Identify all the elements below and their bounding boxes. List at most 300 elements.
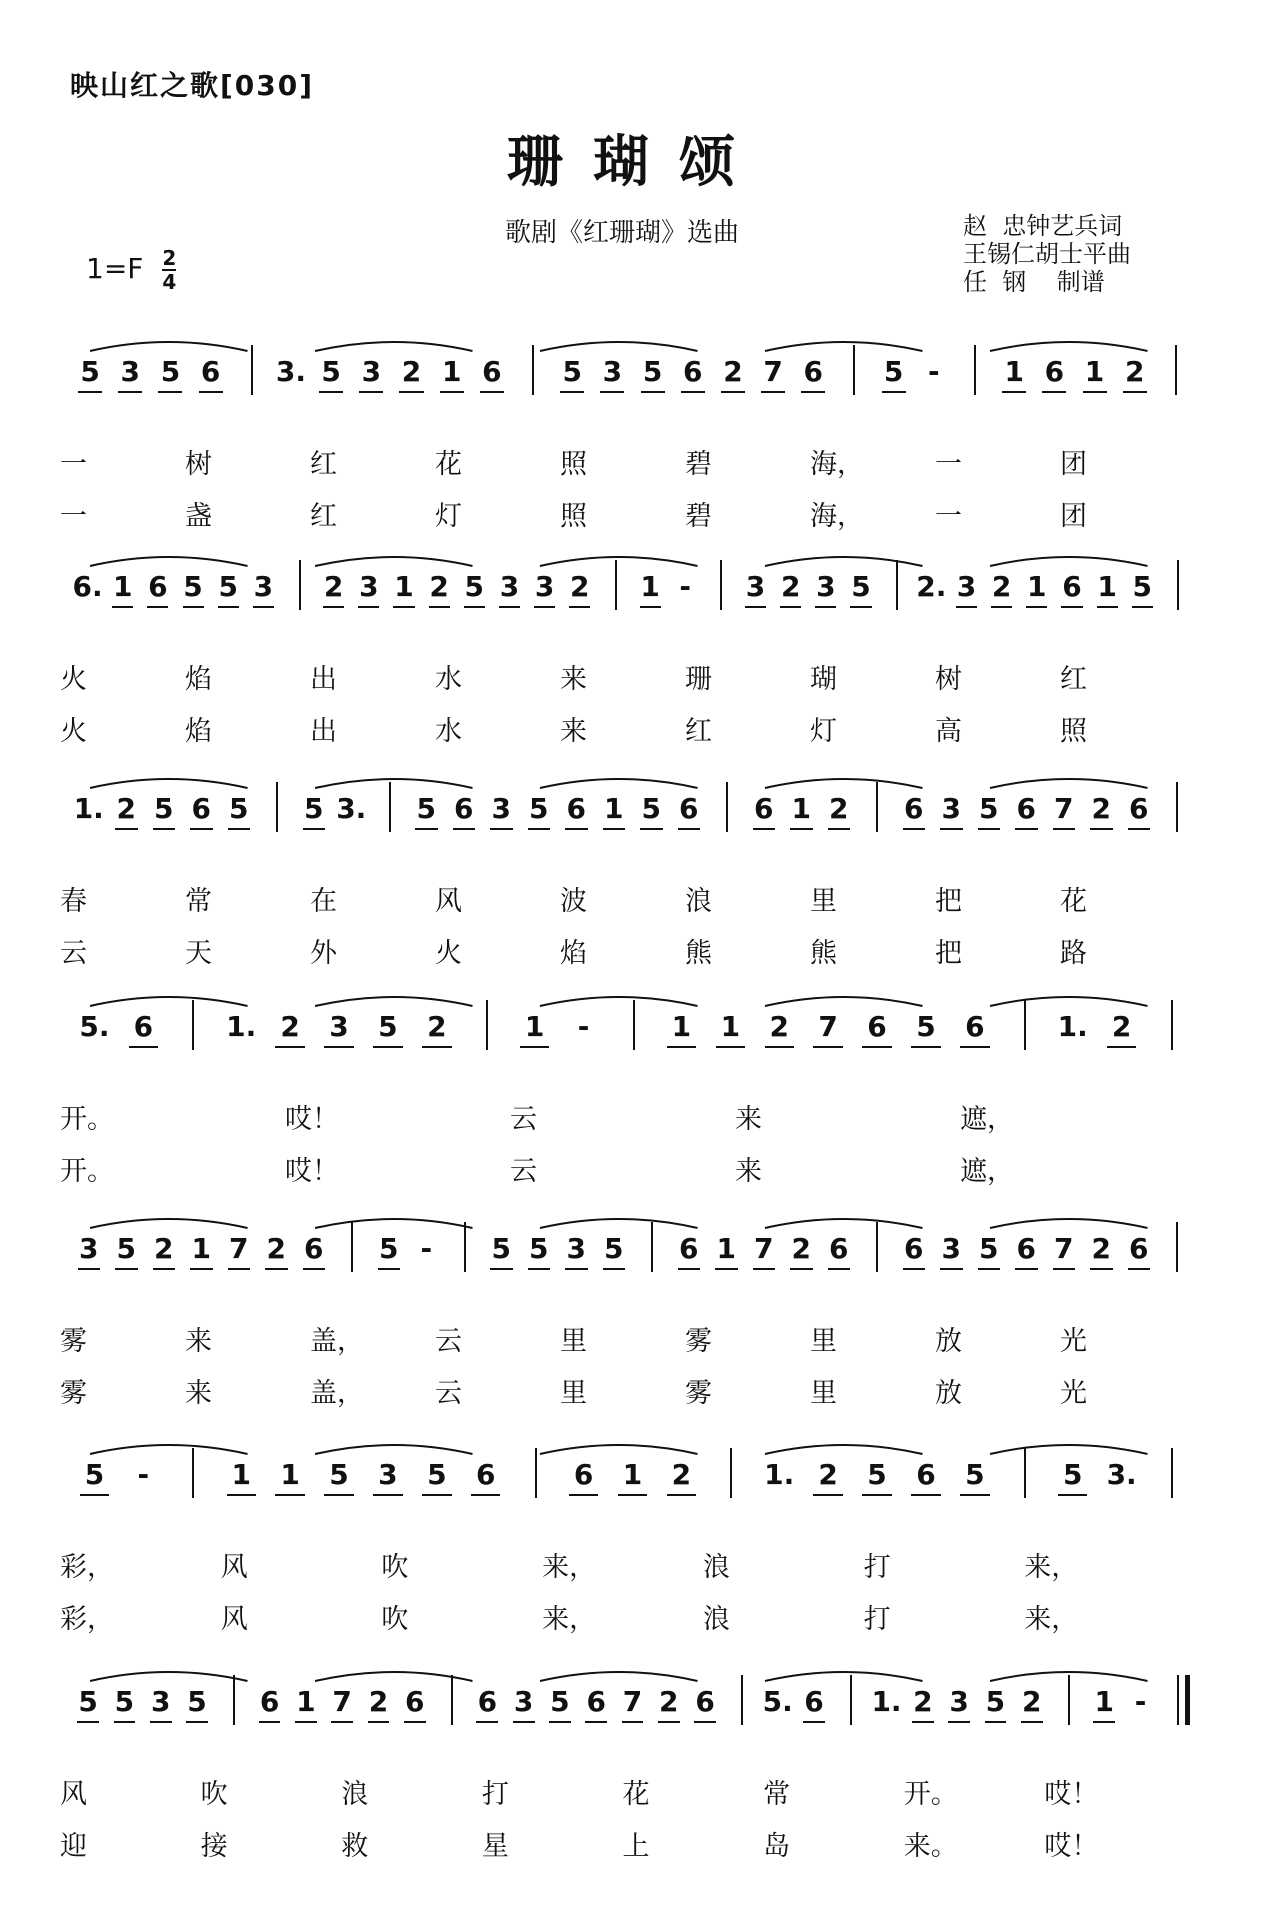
lyric-word: 常: [763, 1779, 791, 1810]
lyric-word: 放: [935, 1326, 962, 1357]
note: 6: [1044, 355, 1065, 388]
note-underline: [956, 606, 977, 608]
note: 6: [1129, 792, 1149, 825]
note-underline: [765, 1046, 794, 1048]
note: 6: [754, 792, 774, 825]
slur: [90, 557, 248, 566]
note-underline: [422, 1494, 451, 1496]
note: 1: [1084, 355, 1105, 388]
note: 1: [231, 1458, 251, 1491]
lyric-word: 打: [863, 1604, 891, 1635]
note: 2: [280, 1010, 300, 1043]
time-bottom: 4: [162, 270, 177, 294]
note: 6: [454, 792, 474, 825]
lyric-word: 盏: [185, 501, 212, 532]
note-underline: [490, 828, 513, 830]
note: 1: [640, 570, 660, 603]
note: 6: [566, 792, 586, 825]
note-underline: [1021, 1721, 1043, 1723]
note: 3: [513, 1685, 534, 1718]
slur: [540, 997, 698, 1006]
lyric-word: 浪: [702, 1552, 730, 1583]
lyric-word: 焰: [560, 938, 587, 969]
note-underline: [480, 391, 504, 393]
lyric-word: 哎！: [1044, 1831, 1099, 1862]
note: 6: [904, 1232, 924, 1265]
lyric-word: 一: [60, 449, 87, 480]
note: -: [928, 355, 940, 388]
lyrics-verse-1: [0, 1772, 1272, 1812]
lyric-word: 接: [200, 1831, 228, 1862]
note: 1: [716, 1232, 736, 1265]
note-underline: [153, 1268, 176, 1270]
lyric-word: 红: [310, 449, 337, 480]
note: 5: [867, 1458, 887, 1491]
note: 7: [754, 1232, 774, 1265]
note-underline: [429, 606, 450, 608]
lyric-word: 迎: [60, 1831, 87, 1862]
note-underline: [186, 1721, 208, 1723]
note: 3: [941, 792, 961, 825]
note-underline: [641, 391, 665, 393]
lyric-word: 哎！: [1044, 1779, 1099, 1810]
lyric-word: 放: [935, 1378, 962, 1409]
lyric-word: 风: [220, 1604, 248, 1635]
lyric-word: 彩，: [60, 1552, 114, 1583]
note-underline: [803, 1721, 825, 1723]
note: 6: [1016, 792, 1036, 825]
lyric-word: 风: [220, 1552, 248, 1583]
lyric-word: 珊: [685, 664, 712, 695]
note: 5: [160, 355, 181, 388]
note: 3: [361, 355, 382, 388]
note-underline: [528, 1268, 551, 1270]
note-underline: [153, 828, 176, 830]
note-underline: [862, 1046, 891, 1048]
note-underline: [368, 1721, 390, 1723]
note-underline: [1090, 828, 1113, 830]
key-label: 1=F: [86, 252, 144, 285]
note: 1: [1097, 570, 1117, 603]
note: 2: [116, 792, 136, 825]
lyric-word: 树: [185, 449, 212, 480]
note-underline: [1053, 1268, 1076, 1270]
note: 7: [1054, 1232, 1074, 1265]
lyrics-verse-1: [0, 1097, 1272, 1137]
lyric-word: 浪: [341, 1779, 369, 1810]
note: 1: [296, 1685, 316, 1718]
lyric-word: 风: [60, 1779, 87, 1810]
note: 5: [116, 1232, 136, 1265]
lyric-word: 光: [1060, 1378, 1087, 1409]
lyric-word: 遮，: [960, 1156, 1014, 1187]
slur: [315, 997, 473, 1006]
note: 5: [187, 1685, 207, 1718]
note: 5.: [79, 1010, 110, 1043]
lyric-word: 火: [60, 716, 87, 747]
lyrics-verse-1: [0, 1545, 1272, 1585]
lyric-word: 盖，: [310, 1326, 364, 1357]
note-underline: [373, 1046, 402, 1048]
note: 5: [529, 792, 549, 825]
note-underline: [228, 1268, 251, 1270]
lyrics-verse-2: [0, 494, 1272, 534]
lyric-word: 来，: [542, 1552, 597, 1583]
note-underline: [115, 828, 138, 830]
note: 6: [477, 1685, 498, 1718]
note: 5: [84, 1458, 105, 1491]
note-underline: [77, 1721, 99, 1723]
lyric-word: 开。: [903, 1779, 958, 1810]
note: 6: [1016, 1232, 1036, 1265]
note: 1: [441, 355, 462, 388]
note-underline: [476, 1721, 498, 1723]
note-underline: [978, 1268, 1001, 1270]
lyric-word: 来: [560, 716, 587, 747]
note-underline: [1083, 391, 1107, 393]
lyric-word: 来，: [1024, 1604, 1079, 1635]
note-underline: [716, 1046, 745, 1048]
lyric-word: 焰: [185, 716, 212, 747]
note: -: [577, 1010, 590, 1043]
note: 2: [368, 1685, 389, 1718]
lyric-word: 哎！: [285, 1104, 339, 1135]
note: 6: [679, 1232, 699, 1265]
note: 3: [534, 570, 555, 603]
note-underline: [190, 828, 213, 830]
slur: [90, 997, 248, 1006]
note-underline: [158, 391, 182, 393]
slur: [765, 557, 923, 566]
note: 2: [266, 1232, 286, 1265]
lyric-word: 开。: [60, 1104, 114, 1135]
lyric-word: 熊: [685, 938, 712, 969]
note: 2: [659, 1685, 679, 1718]
note-underline: [319, 391, 343, 393]
note: 3: [120, 355, 140, 388]
note: 1: [671, 1010, 692, 1043]
note-underline: [658, 1721, 680, 1723]
lyrics-verse-2: [0, 1149, 1272, 1189]
lyrics-verse-1: [0, 879, 1272, 919]
lyric-word: 吹: [381, 1552, 409, 1583]
lyric-word: 高: [935, 716, 962, 747]
note-underline: [323, 606, 344, 608]
lyric-word: 来: [735, 1156, 762, 1187]
slur-marks: [0, 1667, 1272, 1687]
note-underline: [331, 1721, 353, 1723]
note: 3: [949, 1685, 969, 1718]
note: 2: [429, 570, 449, 603]
slur: [990, 1219, 1148, 1228]
note-underline: [150, 1721, 172, 1723]
lyric-word: 里: [810, 886, 837, 917]
note-underline: [253, 606, 274, 608]
note-underline: [147, 606, 168, 608]
note-underline: [1053, 828, 1076, 830]
note-underline: [790, 828, 813, 830]
slur: [765, 1219, 923, 1228]
note-underline: [373, 1494, 402, 1496]
slur-marks: [0, 992, 1272, 1012]
lyrics-verse-1: [0, 657, 1272, 697]
note-underline: [681, 391, 705, 393]
slur: [90, 342, 248, 351]
note-underline: [1061, 606, 1082, 608]
lyric-word: 里: [810, 1326, 837, 1357]
note: 2: [769, 1010, 789, 1043]
lyric-word: 水: [435, 716, 462, 747]
lyric-word: 花: [622, 1779, 650, 1810]
note: 2: [427, 1010, 447, 1043]
note: 5: [550, 1685, 570, 1718]
note-underline: [549, 1721, 571, 1723]
note: 2: [913, 1685, 933, 1718]
note: 2: [818, 1458, 838, 1491]
note-underline: [303, 828, 326, 830]
slur: [990, 1672, 1148, 1681]
note: 5: [427, 1458, 447, 1491]
slur: [765, 1672, 923, 1681]
slur: [765, 997, 923, 1006]
slur: [765, 342, 923, 351]
note-underline: [265, 1268, 288, 1270]
note: 5: [883, 355, 904, 388]
note: 3: [491, 792, 511, 825]
lyric-word: 瑚: [810, 664, 837, 695]
note: 5: [321, 355, 341, 388]
note-underline: [464, 606, 485, 608]
slur: [90, 1672, 248, 1681]
note: 6: [148, 570, 168, 603]
slur: [90, 779, 248, 788]
note-underline: [678, 1268, 701, 1270]
lyric-word: 焰: [185, 664, 212, 695]
note: 6: [803, 355, 824, 388]
note-underline: [622, 1721, 644, 1723]
lyric-word: 云: [60, 938, 87, 969]
note-underline: [358, 606, 379, 608]
note: 2.: [916, 570, 947, 603]
lyric-word: 云: [510, 1104, 537, 1135]
note-underline: [940, 828, 963, 830]
slur: [315, 1672, 473, 1681]
lyric-word: 红: [310, 501, 337, 532]
note: 6: [200, 355, 221, 388]
note-underline: [761, 391, 785, 393]
note: 1: [280, 1458, 300, 1491]
note-underline: [903, 828, 926, 830]
note: 1: [1094, 1685, 1114, 1718]
lyric-word: 把: [935, 886, 962, 917]
lyric-word: 灯: [810, 716, 837, 747]
note-underline: [275, 1046, 304, 1048]
lyric-word: 遮，: [960, 1104, 1014, 1135]
note: 5: [229, 792, 249, 825]
lyric-word: 哎！: [285, 1156, 339, 1187]
note-underline: [678, 828, 701, 830]
note: 6: [679, 792, 699, 825]
note-underline: [569, 1494, 598, 1496]
note-underline: [911, 1046, 940, 1048]
lyric-word: 来: [185, 1326, 212, 1357]
note: 2: [1091, 1232, 1111, 1265]
note-underline: [303, 1268, 326, 1270]
note-underline: [850, 606, 871, 608]
note: 6: [573, 1458, 594, 1491]
key-signature: [86, 248, 176, 292]
lyric-word: 水: [435, 664, 462, 695]
note-underline: [183, 606, 204, 608]
lyric-word: 雾: [685, 1378, 712, 1409]
note-underline: [1002, 391, 1026, 393]
lyric-word: 在: [310, 886, 337, 917]
note-underline: [1093, 1721, 1115, 1723]
lyric-word: 花: [1060, 886, 1087, 917]
lyric-word: 来，: [1024, 1552, 1079, 1583]
lyrics-verse-1: [0, 442, 1272, 482]
note-underline: [115, 1268, 138, 1270]
note: 1.: [764, 1458, 795, 1491]
note-underline: [404, 1721, 426, 1723]
lyrics-verse-1: [0, 1319, 1272, 1359]
slur-marks: [0, 774, 1272, 794]
note: 6: [304, 1232, 324, 1265]
lyric-word: 把: [935, 938, 962, 969]
lyric-word: 常: [185, 886, 212, 917]
note-underline: [585, 1721, 607, 1723]
note: 1: [191, 1232, 211, 1265]
note-underline: [378, 1268, 401, 1270]
note-underline: [534, 606, 555, 608]
note-underline: [603, 1268, 626, 1270]
note: 5: [562, 355, 582, 388]
note: 2: [1091, 792, 1111, 825]
note-underline: [399, 391, 423, 393]
note-underline: [499, 606, 520, 608]
lyric-word: 碧: [685, 449, 712, 480]
lyrics-verse-2: [0, 1597, 1272, 1637]
note-underline: [721, 391, 745, 393]
note-underline: [948, 1721, 970, 1723]
lyric-word: 盖，: [310, 1378, 364, 1409]
lyrics-verse-2: [0, 709, 1272, 749]
note: 2: [154, 1232, 174, 1265]
note: 2: [401, 355, 422, 388]
note: 3: [816, 570, 836, 603]
note-underline: [1015, 1268, 1038, 1270]
note: 5: [464, 570, 485, 603]
lyric-word: 里: [810, 1378, 837, 1409]
note-underline: [565, 828, 588, 830]
slur: [315, 1445, 473, 1454]
note-underline: [218, 606, 239, 608]
note: 5: [642, 355, 663, 388]
slur: [90, 1445, 248, 1454]
note: 5: [491, 1232, 511, 1265]
note: 3: [329, 1010, 349, 1043]
lyric-word: 碧: [685, 501, 712, 532]
note: 6: [482, 355, 502, 388]
note: 2: [570, 570, 590, 603]
slur: [540, 1445, 698, 1454]
note-underline: [471, 1494, 500, 1496]
lyric-word: 救: [341, 1831, 369, 1862]
note-underline: [1015, 828, 1038, 830]
note: 2: [1124, 355, 1145, 388]
lyric-word: 吹: [381, 1604, 409, 1635]
slur: [990, 557, 1148, 566]
note: 5: [78, 1685, 98, 1718]
note-underline: [1128, 1268, 1151, 1270]
note-underline: [324, 1494, 353, 1496]
slur: [315, 1219, 473, 1228]
note: 2: [791, 1232, 811, 1265]
note: 7: [818, 1010, 838, 1043]
note-underline: [640, 828, 663, 830]
series-label: 映山红之歌[030]: [70, 69, 315, 102]
lyric-word: 雾: [60, 1378, 87, 1409]
note: 5: [851, 570, 871, 603]
slur: [990, 779, 1148, 788]
lyric-word: 树: [935, 664, 962, 695]
note-underline: [813, 1494, 842, 1496]
note-underline: [415, 828, 438, 830]
song-title: 珊瑚颂: [507, 129, 765, 195]
note: 6: [904, 792, 924, 825]
note: 1.: [871, 1685, 902, 1718]
slur: [540, 1219, 698, 1228]
note-underline: [1058, 1494, 1087, 1496]
note: 2: [723, 355, 743, 388]
lyric-word: 来: [185, 1378, 212, 1409]
lyric-word: 一: [935, 449, 962, 480]
note: 6: [829, 1232, 849, 1265]
slur-marks: [0, 1214, 1272, 1234]
note-underline: [715, 1268, 738, 1270]
note: 1: [1027, 570, 1047, 603]
slur: [315, 779, 473, 788]
lyric-word: 灯: [435, 501, 462, 532]
slur: [990, 997, 1148, 1006]
lyric-word: 来: [735, 1104, 762, 1135]
note-underline: [80, 1494, 109, 1496]
lyric-word: 吹: [200, 1779, 228, 1810]
slur: [540, 342, 698, 351]
note: 5: [979, 792, 999, 825]
note: 6: [916, 1458, 936, 1491]
slur-marks: [0, 552, 1272, 572]
note: 5: [80, 355, 100, 388]
note-underline: [295, 1721, 317, 1723]
slur: [90, 1219, 248, 1228]
note: 6: [1129, 1232, 1149, 1265]
slur: [765, 779, 923, 788]
note: 7: [1054, 792, 1074, 825]
note: 3.: [1106, 1458, 1137, 1491]
note: 7: [622, 1685, 643, 1718]
note-underline: [600, 391, 624, 393]
lyric-word: 照: [560, 449, 587, 480]
lyric-word: 来: [560, 664, 587, 695]
note-underline: [1107, 1046, 1136, 1048]
note-underline: [569, 606, 590, 608]
note: 2: [1021, 1685, 1042, 1718]
note: 1.: [73, 792, 104, 825]
credit-music: 王锡仁胡士平曲: [963, 240, 1131, 268]
note-underline: [112, 606, 133, 608]
song-subtitle: 歌剧《红珊瑚》选曲: [505, 218, 740, 248]
